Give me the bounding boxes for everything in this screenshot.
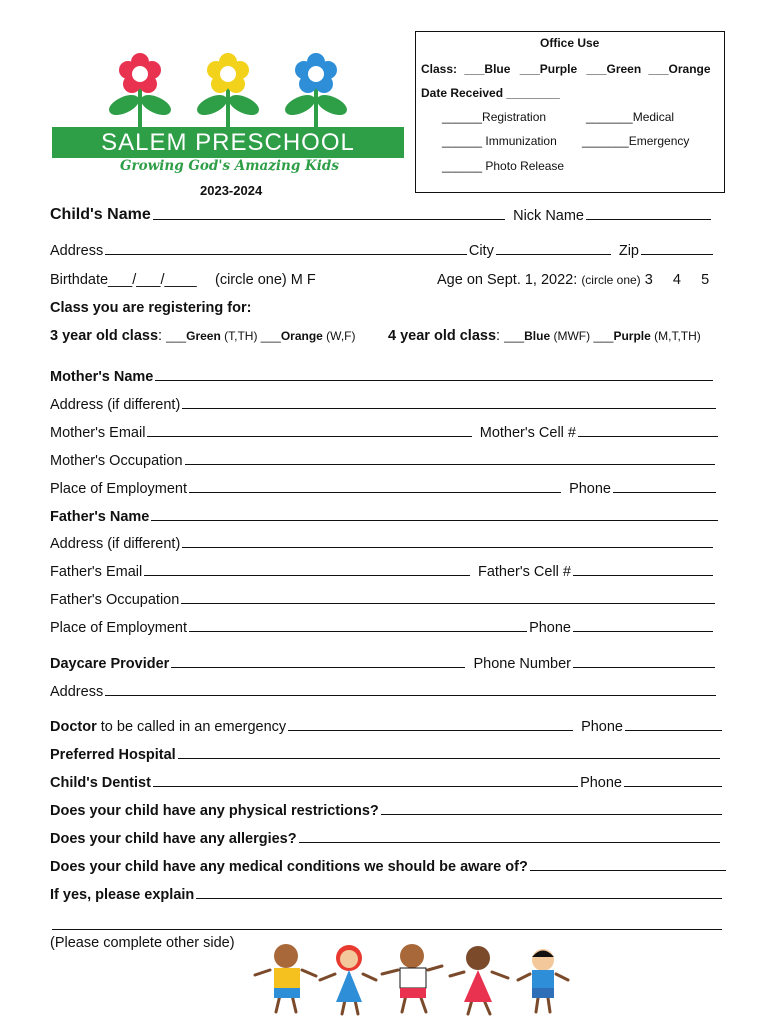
- explain-field[interactable]: [196, 897, 722, 899]
- father-employment-row: [50, 620, 715, 636]
- father-address-field[interactable]: [182, 546, 713, 548]
- flowers-icon: [100, 50, 360, 130]
- doctor-phone-label: Phone: [581, 719, 623, 735]
- city-label: City: [468, 243, 494, 259]
- logo-school-name: SALEM PRESCHOOL: [101, 129, 355, 156]
- mother-occupation-label: Mother's Occupation: [50, 453, 183, 469]
- four-year-label: 4 year old class: [388, 328, 497, 344]
- restrictions-field[interactable]: [381, 813, 722, 815]
- father-email-field[interactable]: [144, 574, 470, 576]
- daycare-phone-label: Phone Number: [473, 656, 571, 672]
- mother-phone-field[interactable]: [613, 491, 716, 493]
- mother-employment-row: [50, 481, 718, 497]
- office-class-blue: ___Blue: [464, 62, 511, 76]
- explain-row: [50, 887, 724, 903]
- doctor-field[interactable]: [288, 729, 573, 731]
- office-class-label: Class:: [421, 62, 458, 76]
- mother-employment-field[interactable]: [189, 491, 561, 493]
- mother-address-field[interactable]: [182, 407, 716, 409]
- sex-select[interactable]: (circle one) M F: [215, 272, 316, 288]
- dentist-field[interactable]: [153, 785, 578, 787]
- office-date-received: Date Received ________: [421, 86, 560, 100]
- doctor-row: [50, 719, 724, 735]
- mother-email-field[interactable]: [147, 435, 471, 437]
- father-occupation-field[interactable]: [181, 602, 715, 604]
- children-illustration: [250, 940, 580, 1020]
- hospital-row: [50, 747, 722, 763]
- allergies-label: Does your child have any allergies?: [50, 831, 297, 847]
- father-email-row: [50, 564, 715, 580]
- age-options[interactable]: 3 4 5: [644, 272, 710, 288]
- nick-name-label: Nick Name: [513, 208, 584, 224]
- three-year-label: 3 year old class: [50, 328, 159, 344]
- daycare-phone-field[interactable]: [573, 666, 715, 668]
- address-field[interactable]: [105, 253, 467, 255]
- daycare-address-row: [50, 684, 718, 700]
- age-row: [437, 272, 709, 288]
- dentist-phone-label: Phone: [580, 775, 622, 791]
- address-row: [50, 243, 715, 259]
- mother-cell-label: Mother's Cell #: [479, 425, 576, 441]
- father-phone-field[interactable]: [573, 630, 713, 632]
- class-heading: Class you are registering for:: [50, 300, 252, 316]
- father-name-row: [50, 509, 720, 525]
- allergies-row: [50, 831, 722, 847]
- option-blue[interactable]: ___Blue (MWF): [504, 329, 594, 343]
- mother-address-row: [50, 397, 718, 413]
- explain-field-line-2[interactable]: [52, 929, 722, 930]
- daycare-provider-label: Daycare Provider: [50, 656, 170, 672]
- father-email-label: Father's Email: [50, 564, 143, 580]
- zip-label: Zip: [618, 243, 639, 259]
- mother-occupation-row: [50, 453, 717, 469]
- father-occupation-label: Father's Occupation: [50, 592, 180, 608]
- restrictions-row: [50, 803, 724, 819]
- four-year-class-row: [388, 328, 701, 344]
- office-use-box: [415, 31, 725, 193]
- child-name-row: [50, 206, 713, 224]
- option-purple[interactable]: ___Purple (M,T,TH): [593, 329, 701, 343]
- city-field[interactable]: [496, 253, 611, 255]
- three-year-class-row: [50, 328, 356, 344]
- father-cell-field[interactable]: [573, 574, 713, 576]
- mother-email-row: [50, 425, 720, 441]
- conditions-row: [50, 859, 728, 875]
- dentist-phone-field[interactable]: [624, 785, 722, 787]
- mother-employment-label: Place of Employment: [50, 481, 188, 497]
- other-side-note: (Please complete other side): [50, 935, 235, 951]
- dentist-label: Child's Dentist: [50, 775, 151, 791]
- father-phone-label: Phone: [529, 620, 571, 636]
- father-name-field[interactable]: [151, 519, 718, 521]
- conditions-label: Does your child have any medical conditions we should be aware of?: [50, 859, 528, 875]
- allergies-field[interactable]: [299, 841, 720, 843]
- office-immunization: ______ Immunization: [442, 134, 557, 148]
- office-medical: _______Medical: [586, 110, 675, 124]
- father-employment-field[interactable]: [189, 630, 527, 632]
- mother-name-label: Mother's Name: [50, 369, 154, 385]
- doctor-phone-field[interactable]: [625, 729, 722, 731]
- office-emergency: _______Emergency: [582, 134, 690, 148]
- father-occupation-row: [50, 592, 717, 608]
- age-circle-label: (circle one): [581, 273, 641, 287]
- mother-address-label: Address (if different): [50, 397, 181, 413]
- four-year-colon: :: [496, 328, 501, 344]
- zip-field[interactable]: [641, 253, 713, 255]
- father-employment-label: Place of Employment: [50, 620, 188, 636]
- doctor-label: Doctor to be called in an emergency: [50, 719, 287, 735]
- child-name-label: Child's Name: [50, 206, 151, 223]
- father-address-row: [50, 536, 715, 552]
- father-address-label: Address (if different): [50, 536, 181, 552]
- conditions-field[interactable]: [530, 869, 726, 871]
- hospital-label: Preferred Hospital: [50, 747, 176, 763]
- three-year-colon: :: [158, 328, 163, 344]
- daycare-row: [50, 656, 717, 672]
- logo-tagline: Growing God's Amazing Kids: [120, 158, 339, 174]
- mother-name-field[interactable]: [155, 379, 713, 381]
- office-class-green: ___Green: [586, 62, 642, 76]
- office-registration: ______Registration: [442, 110, 547, 124]
- mother-name-row: [50, 369, 715, 385]
- address-label: Address: [50, 243, 104, 259]
- child-name-field[interactable]: [153, 218, 505, 220]
- age-label: Age on Sept. 1, 2022:: [437, 272, 578, 288]
- explain-label: If yes, please explain: [50, 887, 195, 903]
- mother-email-label: Mother's Email: [50, 425, 146, 441]
- office-use-title: Office Use: [540, 36, 600, 50]
- office-class-orange: ___Orange: [648, 62, 711, 76]
- daycare-address-field[interactable]: [105, 694, 716, 696]
- father-cell-label: Father's Cell #: [477, 564, 571, 580]
- daycare-provider-field[interactable]: [171, 666, 465, 668]
- birthdate-field[interactable]: Birthdate___/___/____: [50, 272, 197, 288]
- hospital-field[interactable]: [178, 757, 720, 759]
- office-class-row: [421, 62, 711, 76]
- option-orange[interactable]: ___Orange (W,F): [260, 329, 356, 343]
- school-year: 2023-2024: [200, 183, 263, 198]
- mother-cell-field[interactable]: [578, 435, 718, 437]
- father-name-label: Father's Name: [50, 509, 150, 525]
- dentist-row: [50, 775, 724, 791]
- restrictions-label: Does your child have any physical restrictions?: [50, 803, 379, 819]
- nick-name-field[interactable]: [586, 218, 711, 220]
- daycare-address-label: Address: [50, 684, 104, 700]
- mother-occupation-field[interactable]: [185, 463, 715, 465]
- option-green[interactable]: ___Green (T,TH): [166, 329, 261, 343]
- mother-phone-label: Phone: [569, 481, 611, 497]
- office-class-purple: ___Purple: [519, 62, 578, 76]
- office-photo-release: ______ Photo Release: [442, 159, 565, 173]
